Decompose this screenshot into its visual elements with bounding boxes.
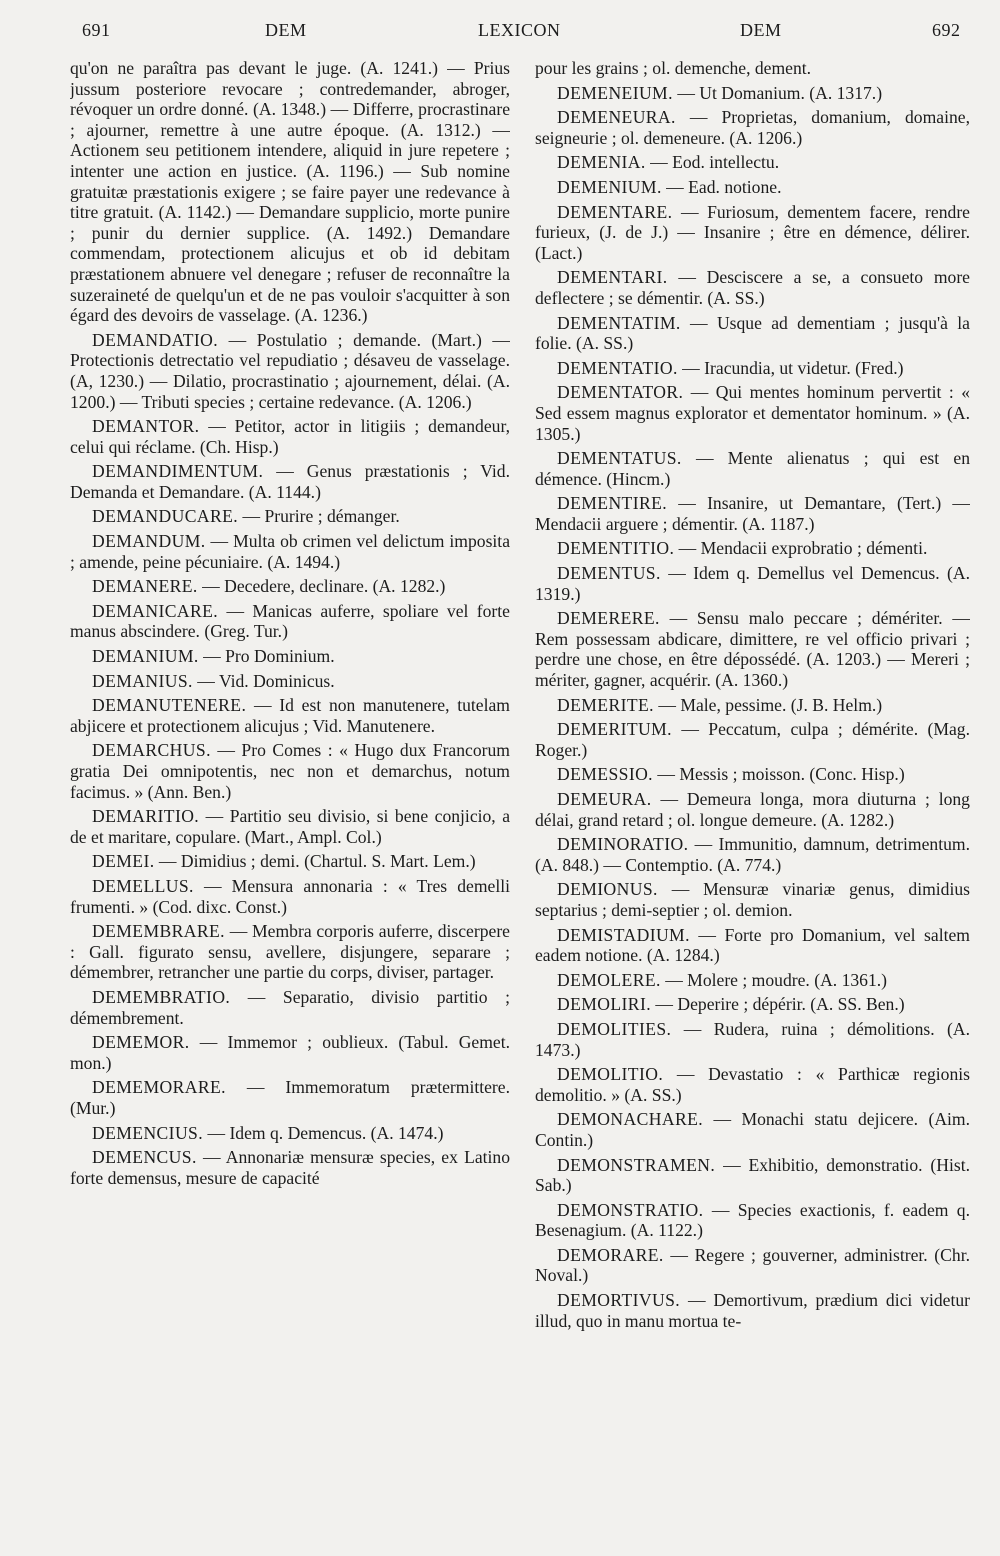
- entry-definition: — Partitio seu divisio, si bene conjicio, a de et maritare, copulare. (Mart., Ampl. Col.): [70, 806, 510, 847]
- dictionary-entry: [535, 152, 970, 173]
- entry-definition: — Dimidius ; demi. (Chartul. S. Mart. Lem.): [158, 851, 476, 872]
- entry-definition: — Demortivum, prædium dici videtur illud, quo in manu mortua te-: [535, 1290, 970, 1331]
- entry-lemma: DEMINORATIO.: [557, 834, 689, 855]
- entry-definition: — Mendacii exprobratio ; démenti.: [678, 538, 928, 559]
- dictionary-entry: [535, 202, 970, 264]
- dictionary-entry: [70, 601, 510, 642]
- entry-definition: — Multa ob crimen vel delictum imposita ; amende, peine pécuniaire. (A. 1494.): [70, 531, 510, 572]
- entry-lemma: DEMENTARI.: [557, 267, 668, 288]
- entry-definition: — Ead. notione.: [666, 176, 782, 197]
- entry-lemma: DEMEMOR.: [92, 1032, 190, 1053]
- entry-lemma: DEMENCIUS.: [92, 1122, 204, 1143]
- entry-definition: — Regere ; gouverner, administrer. (Chr. Noval.): [535, 1244, 970, 1286]
- entry-lemma: DEMENTATIM.: [557, 312, 681, 333]
- dictionary-entry: [535, 83, 970, 104]
- entry-lemma: DEMOLIRI.: [557, 994, 651, 1015]
- entry-definition: — Male, pessime. (J. B. Helm.): [658, 694, 883, 715]
- dictionary-entry: [535, 789, 970, 830]
- entry-lemma: DEMIONUS.: [557, 879, 658, 900]
- entry-lemma: DEMANERE.: [92, 576, 198, 597]
- entry-definition: — Petitor, actor in litigiis ; demandeur, celui qui réclame. (Ch. Hisp.): [70, 416, 510, 457]
- right-page-number: 692: [932, 20, 961, 40]
- entry-definition: — Immunitio, damnum, detrimentum. (A. 848.) — Contemptio. (A. 774.): [535, 834, 970, 875]
- dictionary-entry: [535, 1290, 970, 1331]
- entry-definition: — Peccatum, culpa ; démérite. (Mag. Roger.): [535, 719, 970, 760]
- left-column: [70, 58, 510, 1538]
- dictionary-entry: [535, 925, 970, 966]
- dictionary-entry: [70, 1032, 510, 1073]
- entry-lemma: DEMENCUS.: [92, 1147, 197, 1168]
- entry-lemma: DEMANIUS.: [92, 670, 193, 691]
- entry-lemma: DEMOLITIES.: [557, 1018, 672, 1039]
- dictionary-entry: [535, 382, 970, 444]
- entry-definition: — Molere ; moudre. (A. 1361.): [665, 969, 888, 990]
- entry-lemma: DEMEI.: [92, 851, 155, 872]
- dictionary-entry: [535, 608, 970, 690]
- entry-definition: — Qui mentes hominum pervertit : « Sed essem magnus explorator et dementator hominum. » (A. 1305.): [535, 382, 970, 444]
- dictionary-entry: [70, 921, 510, 983]
- dictionary-entry: [70, 416, 510, 457]
- entry-definition: — Immemoratum prætermittere. (Mur.): [70, 1077, 510, 1118]
- dictionary-entry: [535, 1109, 970, 1150]
- entry-lemma: DEMENIA.: [557, 152, 646, 173]
- entry-lemma: DEMELLUS.: [92, 875, 194, 896]
- entry-definition: — Iracundia, ut videtur. (Fred.): [682, 357, 904, 378]
- dictionary-entry: [70, 806, 510, 847]
- entry-lemma: DEMEMORARE.: [92, 1077, 226, 1098]
- entry-lemma: DEMENEIUM.: [557, 82, 673, 103]
- dictionary-entry: [70, 506, 510, 527]
- entry-definition: — Immemor ; oublieux. (Tabul. Gemet. mon.): [70, 1032, 510, 1073]
- entry-lemma: DEMESSIO.: [557, 764, 653, 785]
- dictionary-entry: [535, 719, 970, 760]
- dictionary-entry: [535, 834, 970, 875]
- dictionary-entry: [70, 695, 510, 736]
- dictionary-entry: [70, 330, 510, 412]
- entry-definition: — Vid. Dominicus.: [197, 670, 335, 691]
- dictionary-entry: [535, 970, 970, 991]
- entry-definition: — Mente alienatus ; qui est en démence. (Hincm.): [535, 448, 970, 489]
- dictionary-entry: [70, 671, 510, 692]
- dictionary-entry: [535, 879, 970, 920]
- dictionary-entry: [535, 1245, 970, 1286]
- entry-lemma: DEMANDIMENTUM.: [92, 461, 264, 482]
- dictionary-entry: [535, 1019, 970, 1060]
- entry-definition: — Monachi statu dejicere. (Aim. Contin.): [535, 1109, 970, 1150]
- dictionary-entry: [70, 1147, 510, 1188]
- dictionary-entry: [535, 538, 970, 559]
- entry-definition: — Annonariæ mensuræ species, ex Latino forte demensus, mesure de capacité: [70, 1147, 510, 1188]
- dictionary-entry: [535, 994, 970, 1015]
- dictionary-entry: [70, 531, 510, 572]
- entry-definition: — Species exactionis, f. eadem q. Besenagium. (A. 1122.): [535, 1199, 970, 1241]
- entry-lemma: DEMONACHARE.: [557, 1109, 704, 1130]
- entry-definition: — Idem q. Demellus vel Demencus. (A. 1319.): [535, 563, 970, 604]
- dictionary-entry: [70, 646, 510, 667]
- entry-lemma: DEMONSTRAMEN.: [557, 1154, 716, 1175]
- entry-definition: — Forte pro Domanium, vel saltem eadem notione. (A. 1284.): [535, 924, 970, 966]
- entry-lemma: DEMEURA.: [557, 789, 652, 809]
- dictionary-entry: [70, 851, 510, 872]
- entry-lemma: DEMENTITIO.: [557, 538, 675, 559]
- entry-definition: — Manicas auferre, spoliare vel forte manus abscindere. (Greg. Tur.): [70, 600, 510, 642]
- entry-lemma: DEMERITE.: [557, 694, 654, 715]
- header-title: LEXICON: [478, 20, 561, 40]
- entry-definition: — Decedere, declinare. (A. 1282.): [202, 576, 446, 597]
- entry-definition: — Exhibitio, demonstratio. (Hist. Sab.): [535, 1154, 970, 1196]
- dictionary-entry: [70, 1077, 510, 1118]
- entry-definition: — Demeura longa, mora diuturna ; long délai, grand retard ; ol. longue demeure. (A. 1282.): [535, 789, 970, 830]
- dictionary-entry: [70, 576, 510, 597]
- entry-lemma: DEMANDUCARE.: [92, 506, 239, 527]
- left-guide-word: DEM: [265, 20, 307, 40]
- dictionary-entry: [535, 1200, 970, 1241]
- dictionary-entry: [535, 107, 970, 148]
- entry-lemma: DEMENTUS.: [557, 563, 661, 584]
- entry-definition: — Insanire, ut Demantare, (Tert.) — Mendacii arguere ; démentir. (A. 1187.): [535, 493, 970, 534]
- entry-lemma: DEMANDUM.: [92, 531, 206, 552]
- entry-definition: — Sensu malo peccare ; démériter. — Rem possessam abdicare, dimittere, re vel officio privari ; perdre une chose, en être dépossédé. (A. 1203.) — Mereri ; mériter, gagner, acquérir. (A. 1360.): [535, 608, 970, 691]
- dictionary-entry: [70, 1123, 510, 1144]
- dictionary-entry: [535, 58, 970, 79]
- entry-definition: — Deperire ; dépérir. (A. SS. Ben.): [655, 994, 905, 1015]
- dictionary-entry: [535, 267, 970, 308]
- entry-definition: — Mensuræ vinariæ genus, dimidius septarius ; demi-septier ; ol. demion.: [535, 879, 970, 920]
- left-page-number: 691: [82, 20, 111, 40]
- entry-definition: — Messis ; moisson. (Conc. Hisp.): [657, 764, 905, 785]
- right-column: [535, 58, 970, 1538]
- dictionary-entry: [70, 876, 510, 917]
- dictionary-entry: [535, 695, 970, 716]
- entry-definition: — Ut Domanium. (A. 1317.): [677, 82, 883, 103]
- entry-lemma: DEMONSTRATIO.: [557, 1199, 704, 1220]
- entry-lemma: DEMANTOR.: [92, 416, 200, 437]
- entry-lemma: DEMENIUM.: [557, 176, 662, 197]
- right-guide-word: DEM: [740, 20, 782, 40]
- entry-definition: — Prurire ; démanger.: [242, 506, 400, 527]
- entry-definition: — Eod. intellectu.: [650, 152, 780, 173]
- entry-lemma: DEMENTATUS.: [557, 448, 682, 469]
- entry-definition: — Id est non manutenere, tutelam abjicere et protectionem alicujus ; Vid. Manutenere.: [70, 695, 510, 736]
- entry-lemma: DEMEMBRATIO.: [92, 986, 231, 1007]
- entry-definition: — Postulatio ; demande. (Mart.) — Protectionis detrectatio vel repudiatio ; désaveu de vasselage. (A, 1230.) — Dilatio, procrastinatio ; ajournement, délai. (A. 1200.) — Tributi species ; certaine redevance. (A. 1206.): [70, 329, 510, 412]
- entry-definition: — Membra corporis auferre, discerpere : Gall. figurato sensu, avellere, disjungere, separare ; démembrer, retrancher une partie du corps, diviser, partager.: [70, 921, 510, 983]
- entry-definition: — Mensura annonaria : « Tres demelli frumenti. » (Cod. dixc. Const.): [70, 875, 510, 917]
- entry-lemma: DEMENTATIO.: [557, 357, 678, 378]
- dictionary-entry: [70, 987, 510, 1028]
- entry-lemma: DEMERERE.: [557, 608, 660, 629]
- dictionary-entry: [70, 740, 510, 802]
- entry-lemma: DEMOLERE.: [557, 969, 661, 990]
- entry-definition: — Idem q. Demencus. (A. 1474.): [207, 1122, 444, 1143]
- entry-definition: qu'on ne paraîtra pas devant le juge. (A. 1241.) — Prius jussum posteriore revocare ; contredemander, abroger, révoquer un ordre donné. (A. 1348.) — Differre, procrastinare ; ajourner, remettre à une autre époque. (A. 1312.) — Actionem seu petitionem intendere, aliquid in jure repetere ; intenter une action en justice. (A. 1196.) — Sub nomine gratuitæ præstationis exigere ; se faire payer une redevance à titre gratuit. (A. 1142.) — Demandare supplicio, morte punire ; punir du dernier supplice. (A. 1492.) Demandare commendam, protectionem alicujus et ob id debitam præstationem abnuere vel denegare ; refuser de reconnaître la suzeraineté de quelqu'un et de ne pas vouloir s'acquitter à son égard des devoirs de vasselage. (A. 1236.): [70, 58, 510, 326]
- dictionary-entry: [535, 358, 970, 379]
- entry-lemma: DEMARITIO.: [92, 806, 200, 827]
- entry-definition: — Furiosum, dementem facere, rendre furieux, (J. de J.) — Insanire ; être en démence, délirer. (Lact.): [535, 201, 970, 263]
- dictionary-entry: [535, 764, 970, 785]
- entry-lemma: DEMARCHUS.: [92, 740, 211, 761]
- entry-lemma: DEMENTATOR.: [557, 382, 684, 403]
- dictionary-entry: [535, 177, 970, 198]
- entry-definition: — Desciscere a se, a consueto more deflectere ; se démentir. (A. SS.): [535, 267, 970, 308]
- dictionary-entry: [70, 461, 510, 502]
- entry-lemma: DEMANUTENERE.: [92, 695, 247, 716]
- entry-lemma: DEMENEURA.: [557, 107, 676, 128]
- dictionary-entry: [535, 1155, 970, 1196]
- entry-lemma: DEMORARE.: [557, 1244, 664, 1265]
- dictionary-entry: [70, 58, 510, 326]
- entry-definition: pour les grains ; ol. demenche, dement.: [535, 58, 812, 78]
- entry-lemma: DEMANDATIO.: [92, 329, 219, 350]
- entry-definition: — Pro Dominium.: [203, 646, 335, 667]
- entry-lemma: DEMENTARE.: [557, 201, 673, 222]
- entry-lemma: DEMEMBRARE.: [92, 921, 225, 942]
- entry-definition: — Separatio, divisio partitio ; démembrement.: [70, 986, 510, 1028]
- entry-lemma: DEMORTIVUS.: [557, 1290, 681, 1311]
- entry-definition: — Devastatio : « Parthicæ regionis demolitio. » (A. SS.): [535, 1064, 970, 1105]
- dictionary-entry: [535, 313, 970, 354]
- entry-lemma: DEMANIUM.: [92, 646, 199, 667]
- entry-definition: — Pro Comes : « Hugo dux Francorum gratia Dei omnipotentis, nec non et demarchus, notum facimus. » (Ann. Ben.): [70, 740, 510, 802]
- entry-definition: — Rudera, ruina ; démolitions. (A. 1473.): [535, 1018, 970, 1060]
- running-header: [0, 20, 1000, 52]
- entry-definition: — Proprietas, domanium, domaine, seigneurie ; ol. demeneure. (A. 1206.): [535, 107, 970, 148]
- dictionary-entry: [535, 563, 970, 604]
- dictionary-entry: [535, 448, 970, 489]
- dictionary-entry: [535, 493, 970, 534]
- entry-definition: — Genus præstationis ; Vid. Demanda et Demandare. (A. 1144.): [70, 461, 510, 502]
- entry-definition: — Usque ad dementiam ; jusqu'à la folie. (A. SS.): [535, 312, 970, 354]
- entry-lemma: DEMERITUM.: [557, 719, 672, 740]
- entry-lemma: DEMOLITIO.: [557, 1064, 664, 1085]
- entry-lemma: DEMISTADIUM.: [557, 924, 690, 945]
- entry-lemma: DEMANICARE.: [92, 600, 219, 621]
- dictionary-entry: [535, 1064, 970, 1105]
- entry-lemma: DEMENTIRE.: [557, 493, 668, 514]
